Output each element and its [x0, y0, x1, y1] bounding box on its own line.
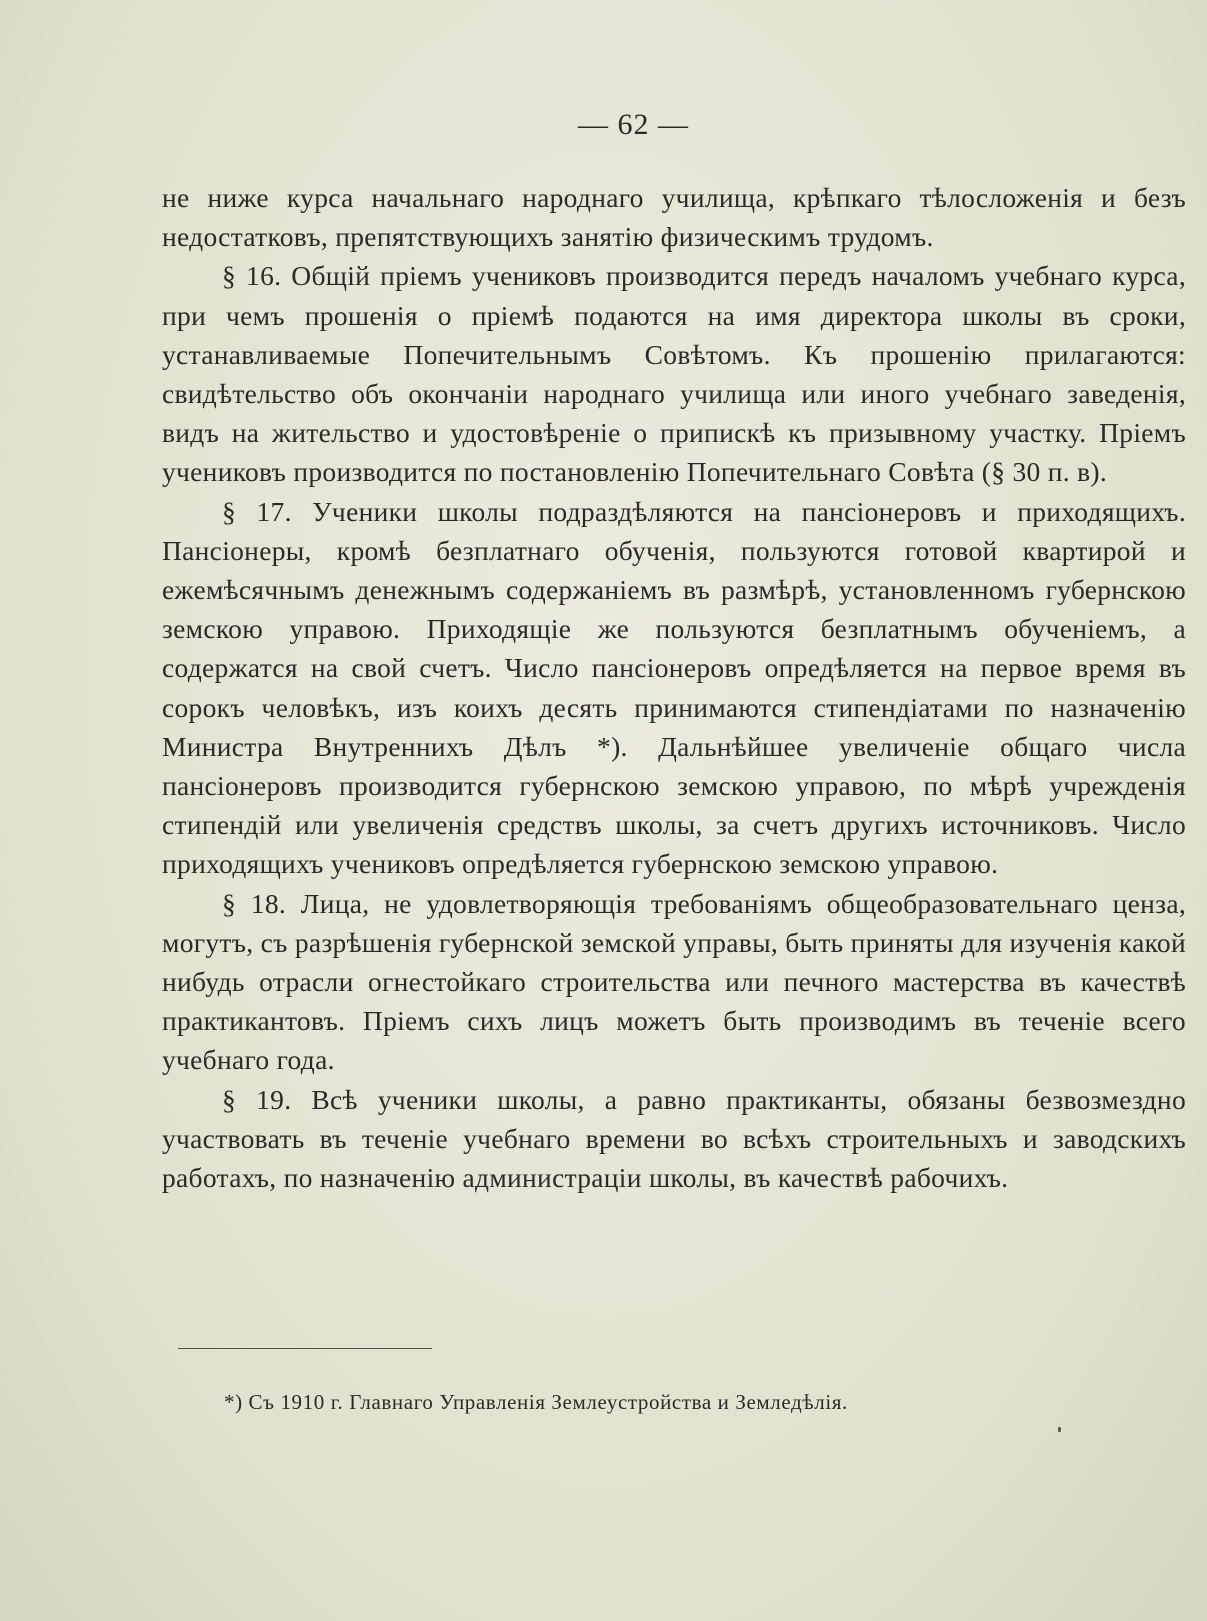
footnote: *) Съ 1910 г. Главнаго Управленія Землеустройства и Земледѣлія. [224, 1390, 848, 1414]
print-speck [1058, 1427, 1061, 1432]
paragraph-continuation: не ниже курса начальнаго народнаго училища, крѣпкаго тѣлосложенія и безъ недостатковъ, препятствующихъ занятію физическимъ трудомъ. [162, 182, 1186, 253]
text-body [162, 178, 1186, 1197]
page-number: — 62 — [578, 108, 689, 141]
paragraph-section-19: § 19. Всѣ ученики школы, а равно практиканты, обязаны безвозмездно участвовать въ теченіе учебнаго времени во всѣхъ строительныхъ и заводскихъ работахъ, по назначенію администраціи школы, въ качествѣ рабочихъ. [162, 1083, 1186, 1194]
paragraph-section-17: § 17. Ученики школы подраздѣляются на пансіонеровъ и приходящихъ. Пансіонеры, кромѣ безплатнаго обученія, пользуются готовой квартирой и ежемѣсячнымъ денежнымъ содержаніемъ въ размѣрѣ, установленномъ губернскою земскою управою. Приходящіе же пользуются безплатнымъ обученіемъ, а содержатся на свой счетъ. Число пансіонеровъ опредѣляется на первое время въ сорокъ человѣкъ, изъ коихъ десять принимаются стипендіатами по назначенію Министра Внутреннихъ Дѣлъ *). Дальнѣйшее увеличеніе общаго числа пансіонеровъ производится губернскою земскою управою, по мѣрѣ учрежденія стипендій или увеличенія средствъ школы, за счетъ другихъ источниковъ. Число приходящихъ учениковъ опредѣляется губернскою земскою управою. [162, 495, 1186, 880]
footnote-divider [178, 1348, 432, 1349]
paragraph-section-18: § 18. Лица, не удовлетворяющія требованіямъ общеобразовательнаго ценза, могутъ, съ разрѣшенія губернской земской управы, быть приняты для изученія какой нибудь отрасли огнестойкаго строительства или печного мастерства въ качествѣ практикантовъ. Пріемъ сихъ лицъ можетъ быть производимъ въ теченіе всего учебнаго года. [162, 887, 1186, 1076]
paragraph-section-16: § 16. Общій пріемъ учениковъ производится передъ началомъ учебнаго курса, при чемъ прошенія о пріемѣ подаются на имя директора школы въ сроки, устанавливаемые Попечительнымъ Совѣтомъ. Къ прошенію прилагаются: свидѣтельство объ окончаніи народнаго училища или иного учебнаго заведенія, видъ на жительство и удостовѣреніе о припискѣ къ призывному участку. Пріемъ учениковъ производится по постановленію Попечительнаго Совѣта (§ 30 п. в). [162, 260, 1186, 488]
